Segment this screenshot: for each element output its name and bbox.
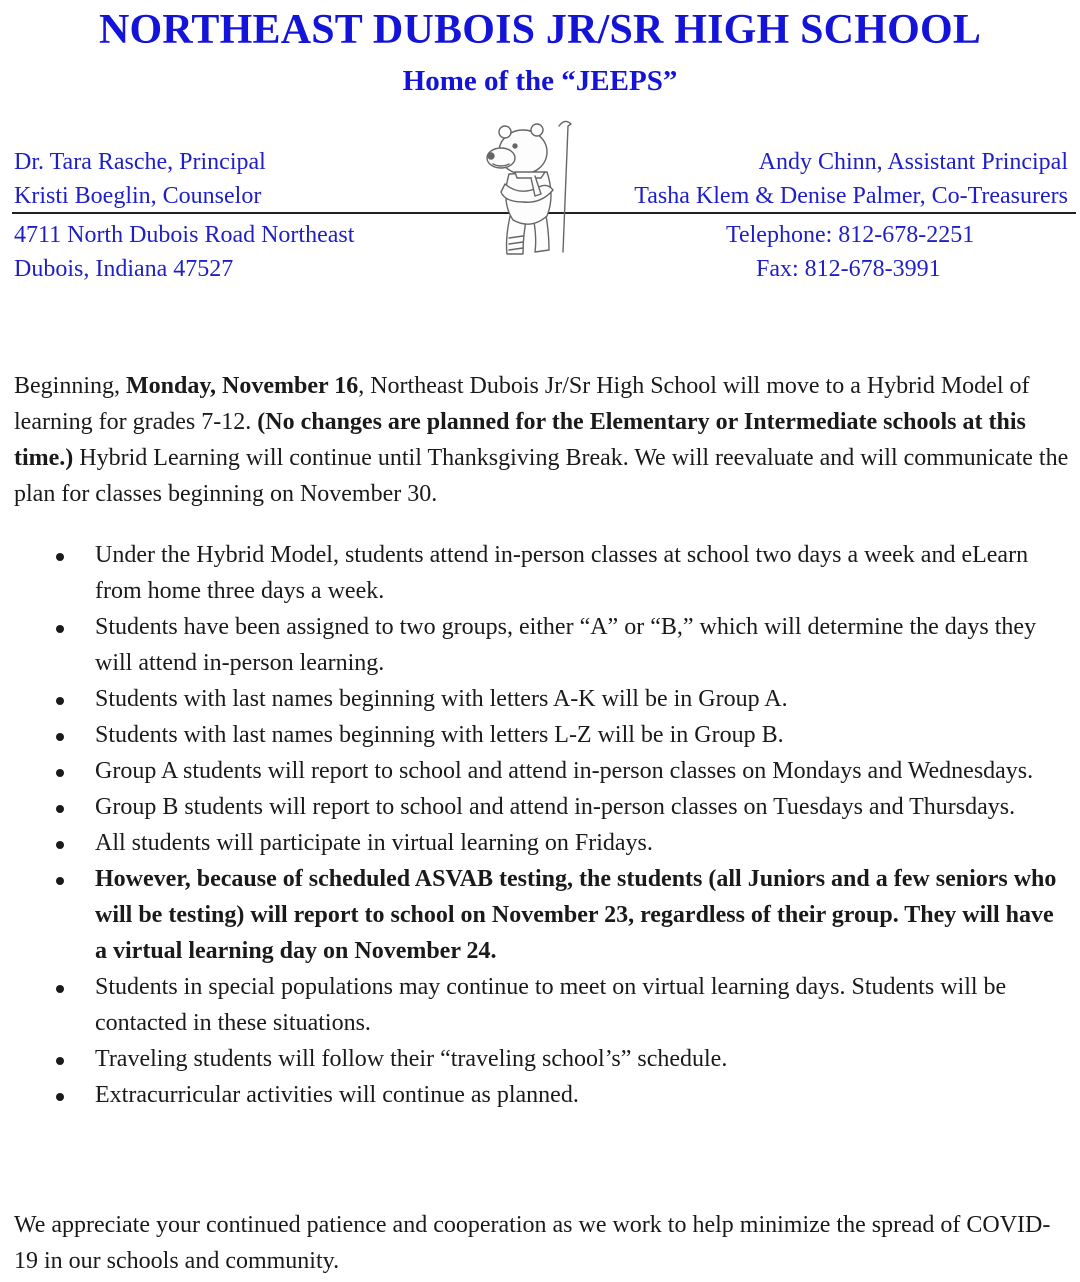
bullet-icon bbox=[56, 733, 64, 741]
list-item bbox=[0, 537, 1080, 609]
assistant-principal-line: Andy Chinn, Assistant Principal bbox=[758, 149, 1068, 175]
contact-block bbox=[726, 218, 974, 286]
list-item-text: Extracurricular activities will continue as planned. bbox=[95, 1082, 579, 1108]
school-tagline: Home of the “JEEPS” bbox=[402, 65, 678, 97]
bullet-icon bbox=[56, 841, 64, 849]
street-address: 4711 North Dubois Road Northeast bbox=[14, 222, 355, 248]
list-item bbox=[0, 717, 1080, 753]
bullet-icon bbox=[56, 553, 64, 561]
bullet-icon bbox=[56, 769, 64, 777]
elementary-note: (No changes are planned for the Elementary or Intermediate schools at this time.) bbox=[14, 409, 1026, 471]
list-item-text: Students with last names beginning with letters L-Z will be in Group B. bbox=[95, 722, 784, 748]
list-item-text: However, because of scheduled ASVAB testing, the students (all Juniors and a few seniors who will be testing) will report to school on November 23, regardless of their group. They will have a virtual learning day on November 24. bbox=[95, 866, 1057, 964]
list-item bbox=[0, 789, 1080, 825]
list-item bbox=[0, 825, 1080, 861]
principal-line: Dr. Tara Rasche, Principal bbox=[14, 149, 266, 175]
list-item-text: All students will participate in virtual learning on Fridays. bbox=[95, 830, 653, 856]
asvab-notice-item bbox=[0, 861, 1080, 969]
jeep-bear-mascot-icon bbox=[475, 112, 585, 262]
list-item bbox=[0, 1041, 1080, 1077]
hybrid-model-list bbox=[0, 537, 1080, 1113]
intro-paragraph bbox=[14, 368, 1070, 512]
list-item-text: Students in special populations may continue to meet on virtual learning days. Students will be contacted in these situations. bbox=[95, 974, 1007, 1036]
list-item bbox=[0, 681, 1080, 717]
fax: Fax: 812-678-3991 bbox=[756, 256, 941, 282]
list-item bbox=[0, 753, 1080, 789]
list-item-text: Group B students will report to school and attend in-person classes on Tuesdays and Thursdays. bbox=[95, 794, 1016, 820]
bullet-icon bbox=[56, 877, 64, 885]
address-block bbox=[14, 218, 354, 286]
list-item bbox=[0, 609, 1080, 681]
bullet-icon bbox=[56, 805, 64, 813]
telephone: Telephone: 812-678-2251 bbox=[726, 222, 975, 248]
left-staff-block bbox=[14, 145, 266, 213]
list-item bbox=[0, 1077, 1080, 1113]
list-item-text: Under the Hybrid Model, students attend in-person classes at school two days a week and eLearn from home three days a week. bbox=[95, 542, 1029, 604]
list-item-text: Students with last names beginning with letters A-K will be in Group A. bbox=[95, 686, 788, 712]
intro-text-3: Hybrid Learning will continue until Thanksgiving Break. We will reevaluate and will communicate the plan for classes beginning on November 30. bbox=[14, 445, 1069, 507]
start-date: Monday, November 16 bbox=[126, 373, 359, 399]
counselor-line: Kristi Boeglin, Counselor bbox=[14, 183, 262, 209]
bullet-icon bbox=[56, 1093, 64, 1101]
bullet-icon bbox=[56, 985, 64, 993]
treasurers-line: Tasha Klem & Denise Palmer, Co-Treasurers bbox=[634, 183, 1068, 209]
list-item-text: Students have been assigned to two groups, either “A” or “B,” which will determine the days they will attend in-person learning. bbox=[95, 614, 1037, 676]
list-item-text: Group A students will report to school and attend in-person classes on Mondays and Wednesdays. bbox=[95, 758, 1034, 784]
list-item bbox=[0, 969, 1080, 1041]
intro-text-2: , Northeast Dubois Jr/Sr High School will move to a Hybrid Model of learning for grades 7-12. bbox=[14, 373, 1030, 435]
bullet-icon bbox=[56, 1057, 64, 1065]
list-item-text: Traveling students will follow their “traveling school’s” schedule. bbox=[95, 1046, 728, 1072]
school-name: NORTHEAST DUBOIS JR/SR HIGH SCHOOL bbox=[98, 7, 982, 53]
right-staff-block bbox=[634, 145, 1068, 213]
closing-paragraph: We appreciate your continued patience and cooperation as we work to help minimize the spread of COVID-19 in our schools and community. bbox=[14, 1212, 1051, 1274]
intro-text-1: Beginning, bbox=[14, 373, 126, 399]
bullet-icon bbox=[56, 697, 64, 705]
bullet-icon bbox=[56, 625, 64, 633]
city-state-zip: Dubois, Indiana 47527 bbox=[14, 256, 234, 282]
